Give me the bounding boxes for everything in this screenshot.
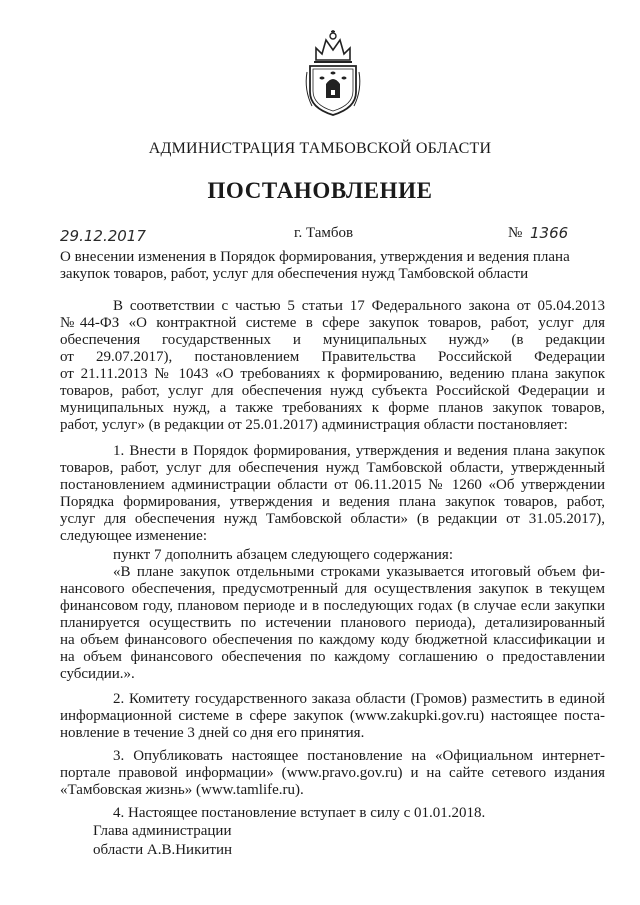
body-line: планируется осуществить по истечении планового периода), детализированный	[60, 615, 605, 631]
organization-title: АДМИНИСТРАЦИЯ ТАМБОВСКОЙ ОБЛАСТИ	[148, 140, 492, 157]
document-city: г. Тамбов	[294, 225, 354, 241]
body-line: работ, услуг» (в редакции от 25.01.2017) администрация области постановляет:	[60, 417, 568, 433]
body-line: на объем финансового обеспечения по каждому коду бюджетной классификации и	[60, 632, 605, 648]
body-line: субсидии.».	[60, 666, 135, 682]
body-line: товаров, работ, услуг для обеспечения нужд субъекта Российской Федерации и	[60, 383, 605, 399]
document-date: 29.12.2017	[60, 227, 146, 245]
body-line: портале правовой информации» (www.pravo.gov.ru) и на сайте сетевого издания	[60, 765, 605, 781]
body-line: на объем финансового обеспечения по каждому соглашению о предоставлении	[60, 649, 605, 665]
body-line: №44-ФЗ «О контрактной системе в сфере закупок товаров, работ, услуг для	[60, 315, 605, 331]
body-line: пункт 7 дополнить абзацем следующего содержания:	[113, 547, 453, 563]
body-line: услуг для обеспечения нужд Тамбовской области» (в редакции от 31.05.2017),	[60, 511, 605, 527]
body-line: следующее изменение:	[60, 528, 208, 544]
body-line: информационной системе в сфере закупок (www.zakupki.gov.ru) настоящее поста-	[60, 708, 605, 724]
body-line: «В плане закупок отдельными строками указывается итоговый объем фи-	[113, 564, 605, 580]
body-line: 4. Настоящее постановление вступает в силу с 01.01.2018.	[113, 805, 486, 821]
body-line: новление в течение 3 дней со дня его принятия.	[60, 725, 365, 741]
document-subject: О внесении изменения в Порядок формирования, утверждения и ведения плана закупок товаров, работ, услуг для обеспечения нужд Тамбовской области	[60, 249, 570, 282]
body-line: товаров, работ, услуг для обеспечения нужд Тамбовской области, утвержденный	[60, 460, 605, 476]
body-line: финансовом году, плановом периоде и в последующих годах (в случае если закупки	[60, 598, 605, 614]
signature-name: области А.В.Никитин	[93, 842, 233, 858]
coat-of-arms-emblem	[302, 26, 364, 118]
body-line: обеспечения государственных и муниципальных нужд» (в редакции	[60, 332, 605, 348]
body-line: 1. Внести в Порядок формирования, утверждения и ведения плана закупок	[113, 443, 605, 459]
signature-position: Глава администрации	[93, 823, 232, 839]
body-line: от 29.07.2017), постановлением Правительства Российской Федерации	[60, 349, 605, 365]
body-line: Порядка формирования, утверждения и ведения плана закупок товаров, работ,	[60, 494, 605, 510]
body-line: 2. Комитету государственного заказа области (Громов) разместить в единой	[113, 691, 605, 707]
body-line: 3. Опубликовать настоящее постановление на «Официальном интернет-	[113, 748, 605, 764]
document-type-heading: ПОСТАНОВЛЕНИЕ	[207, 178, 433, 203]
body-line: «Тамбовская жизнь» (www.tamlife.ru).	[60, 782, 304, 798]
body-line: муниципальных нужд, а также требованиях к форме планов закупок товаров,	[60, 400, 605, 416]
body-line: нансового обеспечения, предусмотренный для осуществления закупок в текущем	[60, 581, 605, 597]
document-number: 1366	[530, 224, 569, 242]
document-number-label: №	[508, 225, 523, 241]
body-line: В соответствии с частью 5 статьи 17 Федерального закона от 05.04.2013	[113, 298, 605, 314]
body-line: постановлением администрации области от 06.11.2015 № 1260 «Об утверждении	[60, 477, 605, 493]
body-line: от 21.11.2013 № 1043 «О требованиях к формированию, ведению плана закупок	[60, 366, 605, 382]
